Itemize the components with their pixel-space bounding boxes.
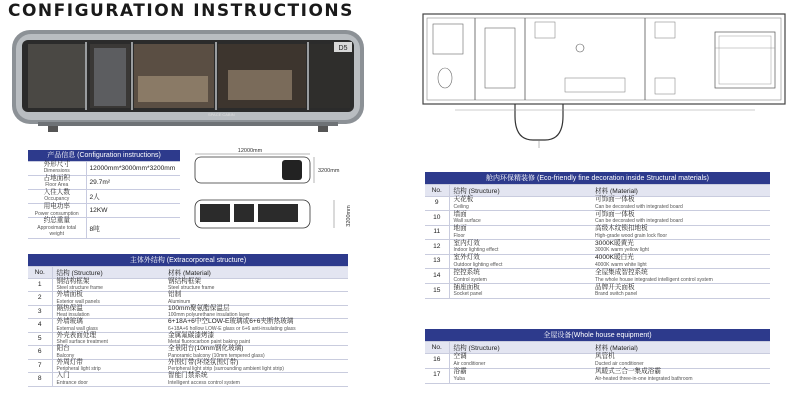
structure-en: Wall surface bbox=[453, 218, 481, 225]
structure-zh: 隔热保温 bbox=[56, 304, 83, 312]
info-key-en: Dimensions bbox=[43, 168, 70, 175]
info-key-zh: 入住人数 bbox=[43, 188, 70, 196]
table-row bbox=[28, 218, 180, 239]
table-row bbox=[28, 278, 348, 292]
table-row bbox=[28, 161, 180, 175]
structure-zh: 外壳表面处理 bbox=[56, 331, 97, 339]
material-zh: 高级木纹锁扣地板 bbox=[595, 225, 648, 233]
info-key-en: Occupancy bbox=[44, 196, 70, 203]
row-no: 3 bbox=[28, 305, 52, 319]
interior-decoration-table bbox=[425, 172, 770, 299]
material-zh: 3000K暖黄光 bbox=[595, 239, 634, 247]
structure-zh: 天花板 bbox=[453, 196, 474, 204]
row-no: 13 bbox=[425, 254, 449, 269]
structure-zh: 钢结构框架 bbox=[56, 277, 90, 285]
structure-zh: 阳台 bbox=[56, 345, 70, 352]
table-row bbox=[28, 292, 348, 306]
material-zh: 品牌开关面板 bbox=[595, 283, 635, 291]
table-row bbox=[425, 225, 770, 240]
external-header: 主体外结构 (Extracorporeal structure) bbox=[28, 254, 348, 266]
material-en: Peripheral light strip (surrounding ambient light strip) bbox=[168, 366, 284, 372]
row-no: 17 bbox=[425, 368, 449, 383]
col-structure: 结构 (Structure) bbox=[449, 341, 591, 353]
material-zh: 外围灯带(环绕氛围灯带) bbox=[168, 358, 239, 366]
row-no: 7 bbox=[28, 359, 52, 373]
material-en: Panoramic balcony (10mm tempered glass) bbox=[168, 352, 265, 359]
table-row bbox=[425, 196, 770, 211]
structure-en: Steel structure frame bbox=[56, 285, 103, 291]
structure-zh: 空调 bbox=[453, 353, 467, 361]
table-row bbox=[425, 254, 770, 269]
material-en: Aluminum bbox=[168, 298, 191, 305]
material-en: 3000K warm yellow light bbox=[595, 247, 649, 254]
table-row bbox=[28, 346, 348, 360]
material-en: Brand switch panel bbox=[595, 291, 638, 298]
table-row bbox=[28, 332, 348, 346]
col-structure: 结构 (Structure) bbox=[52, 266, 164, 278]
col-no: No. bbox=[425, 184, 449, 196]
material-en: 6+18A+6 hollow LOW-E glass or 6+6 anti-insulating glass bbox=[168, 325, 296, 332]
structure-en: Socket panel bbox=[453, 291, 483, 298]
info-key-en: Approximate total weight bbox=[37, 224, 77, 238]
table-row bbox=[28, 359, 348, 373]
material-zh: 风暖式三合一集成浴霸 bbox=[595, 368, 661, 376]
table-row bbox=[28, 305, 348, 319]
whole-house-header: 全屋设备(Whole house equipment) bbox=[425, 329, 770, 341]
material-en: Can be decorated with integrated board bbox=[595, 203, 683, 210]
info-key-zh: 占地面积 bbox=[43, 174, 70, 182]
row-no: 9 bbox=[425, 196, 449, 211]
structure-en: Ceiling bbox=[453, 203, 469, 210]
material-zh: 风管机 bbox=[595, 353, 615, 361]
info-key-en: Floor Area bbox=[45, 182, 69, 189]
structure-en: Control system bbox=[453, 276, 487, 283]
row-no: 16 bbox=[425, 353, 449, 368]
material-zh: 铝制 bbox=[168, 291, 182, 298]
structure-en: Heat insulation bbox=[56, 312, 90, 318]
material-en: Air-heated three-in-one integrated bathroom bbox=[595, 375, 693, 382]
material-en: Intelligent access control system bbox=[168, 379, 240, 386]
info-value: 29.7m² bbox=[86, 175, 180, 189]
cabin-badge: D5 bbox=[338, 45, 348, 52]
row-no: 8 bbox=[28, 373, 52, 387]
info-key-en: Power consumption bbox=[34, 210, 79, 217]
table-row bbox=[28, 204, 180, 218]
info-value: 8吨 bbox=[86, 218, 180, 239]
col-structure: 结构 (Structure) bbox=[449, 184, 591, 196]
row-no: 14 bbox=[425, 269, 449, 284]
structure-en: External wall glass bbox=[56, 325, 98, 332]
info-key-zh: 外形尺寸 bbox=[43, 160, 70, 168]
dimension-height: 3200mm bbox=[346, 205, 352, 227]
page-title: CONFIGURATION INSTRUCTIONS bbox=[8, 1, 354, 21]
row-no: 1 bbox=[28, 278, 52, 292]
col-material: 材料 (Material) bbox=[591, 184, 770, 196]
structure-zh: 墙面 bbox=[453, 210, 467, 218]
material-en: The whole house integrated intelligent control system bbox=[595, 276, 713, 283]
table-row bbox=[28, 319, 348, 333]
material-en: 100mm polyurethane insulation layer bbox=[168, 312, 250, 318]
structure-zh: 外周灯带 bbox=[56, 358, 83, 366]
external-structure-table bbox=[28, 254, 348, 387]
material-zh: 4000K暖白光 bbox=[595, 254, 634, 262]
table-row bbox=[425, 368, 770, 383]
interior-header: 舱内环保精装修 (Eco-friendly fine decoration inside Structural materials) bbox=[425, 172, 770, 184]
structure-en: Balcony bbox=[56, 352, 75, 359]
info-value: 12000mm*3000mm*3200mm bbox=[86, 161, 180, 175]
material-en: High-grade wood grain lock floor bbox=[595, 232, 667, 239]
row-no: 12 bbox=[425, 240, 449, 255]
table-row bbox=[28, 175, 180, 189]
cabin-sign: SPACE CABIN bbox=[208, 112, 235, 117]
structure-en: Yuba bbox=[453, 375, 465, 382]
dimension-side-height: 3200mm bbox=[318, 168, 340, 174]
table-row bbox=[28, 373, 348, 387]
structure-en: Shell surface treatment bbox=[56, 339, 108, 345]
col-material: 材料 (Material) bbox=[591, 341, 770, 353]
side-view-drawing bbox=[190, 146, 365, 232]
col-material: 材料 (Material) bbox=[164, 266, 348, 278]
col-no: No. bbox=[28, 266, 52, 278]
table-row bbox=[425, 211, 770, 226]
row-no: 10 bbox=[425, 211, 449, 226]
whole-house-equipment-table bbox=[425, 329, 770, 384]
structure-zh: 插座面板 bbox=[453, 283, 480, 291]
structure-zh: 入门 bbox=[56, 372, 70, 379]
row-no: 15 bbox=[425, 284, 449, 299]
product-info-header: 产品信息 (Configuration instructions) bbox=[28, 150, 180, 161]
material-zh: 金属氟碳漆烤漆 bbox=[168, 331, 215, 339]
info-key-zh: 用电功率 bbox=[43, 203, 70, 211]
structure-en: Outdoor lighting effect bbox=[453, 261, 503, 268]
col-no: No. bbox=[425, 341, 449, 353]
table-row bbox=[425, 353, 770, 368]
structure-en: Exterior wall panels bbox=[56, 298, 100, 305]
structure-zh: 地面 bbox=[453, 225, 467, 233]
structure-en: Air conditioner bbox=[453, 360, 486, 367]
structure-zh: 外墙玻璃 bbox=[56, 318, 83, 325]
material-zh: 可饰面一体板 bbox=[595, 210, 635, 218]
material-zh: 100mm聚氨酯保温层 bbox=[168, 304, 230, 312]
row-no: 11 bbox=[425, 225, 449, 240]
material-zh: 钢结构框架 bbox=[168, 277, 201, 285]
row-no: 4 bbox=[28, 319, 52, 333]
structure-zh: 室外灯效 bbox=[453, 254, 480, 262]
info-value: 12KW bbox=[86, 204, 180, 218]
structure-zh: 控控系统 bbox=[453, 269, 480, 277]
material-en: Ducted air conditioner bbox=[595, 360, 644, 367]
row-no: 2 bbox=[28, 292, 52, 306]
cabin-photo bbox=[8, 26, 368, 134]
floor-plan-drawing bbox=[415, 8, 795, 153]
structure-en: Peripheral light strip bbox=[56, 366, 101, 372]
structure-en: Entrance door bbox=[56, 379, 88, 386]
structure-zh: 室内灯效 bbox=[453, 239, 480, 247]
structure-en: Indoor lighting effect bbox=[453, 247, 499, 254]
material-en: 4000K warm white light bbox=[595, 261, 647, 268]
structure-en: Floor bbox=[453, 232, 465, 239]
structure-zh: 外墙面板 bbox=[56, 291, 83, 298]
material-zh: 智能门禁系统 bbox=[168, 372, 208, 379]
info-value: 2人 bbox=[86, 189, 180, 203]
table-row bbox=[425, 284, 770, 299]
material-en: Steel structure frame bbox=[168, 285, 215, 291]
material-en: Can be decorated with integrated board bbox=[595, 218, 683, 225]
product-info-table bbox=[28, 150, 180, 239]
material-zh: 全屋集成智控系统 bbox=[595, 269, 648, 277]
dimension-length: 12000mm bbox=[237, 148, 263, 154]
table-row bbox=[425, 269, 770, 284]
material-zh: 可饰面一体板 bbox=[595, 196, 635, 204]
material-zh: 全景阳台(10mm钢化玻璃) bbox=[168, 345, 244, 352]
table-row bbox=[28, 189, 180, 203]
row-no: 6 bbox=[28, 346, 52, 360]
info-key-zh: 约总重量 bbox=[43, 217, 70, 225]
material-zh: 6+18A+6中空LOW-E玻璃或6+6夹断热玻璃 bbox=[168, 318, 294, 325]
table-row bbox=[425, 240, 770, 255]
structure-zh: 浴霸 bbox=[453, 368, 467, 376]
material-en: Metal fluorocarbon paint baking paint bbox=[168, 339, 250, 345]
row-no: 5 bbox=[28, 332, 52, 346]
